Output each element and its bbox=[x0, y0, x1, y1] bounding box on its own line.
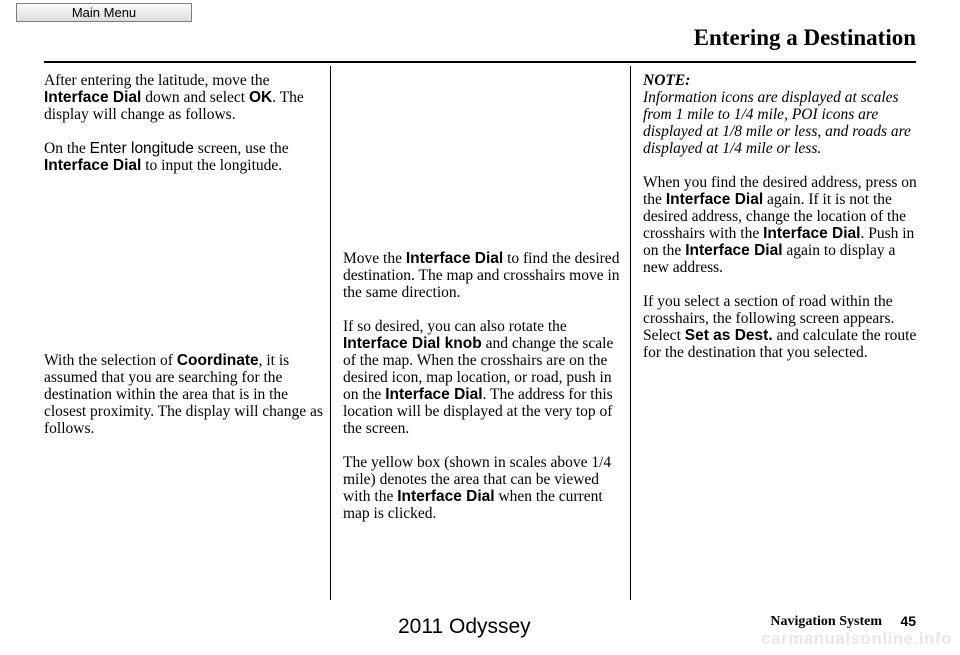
text: and change the scale of the map. When the crosshairs are on the desired icon, map location, or road, push in on the bbox=[343, 335, 614, 403]
column-right bbox=[643, 72, 921, 361]
ui-term-interface-dial-knob: Interface Dial knob bbox=[343, 335, 482, 352]
col1-paragraph-2 bbox=[44, 140, 324, 174]
text: again. If it is not the desired address, change the location of the crosshairs with the bbox=[643, 191, 906, 242]
ui-term-interface-dial: Interface Dial bbox=[665, 191, 764, 208]
text: down and select bbox=[141, 89, 249, 106]
text: Move the bbox=[343, 250, 406, 267]
col2-paragraph-1 bbox=[343, 250, 621, 301]
note-body: Information icons are displayed at scales from 1 mile to 1/4 mile, POI icons are displayed at 1/8 mile or less, and roads are displayed at 1/4 mile or less. bbox=[643, 89, 911, 157]
ui-term-interface-dial: Interface Dial bbox=[405, 250, 504, 267]
main-menu-button[interactable]: Main Menu bbox=[16, 3, 192, 22]
ui-term-interface-dial: Interface Dial bbox=[685, 242, 783, 259]
text: again to display a new address. bbox=[643, 242, 896, 276]
col1-paragraph-1 bbox=[44, 72, 324, 123]
col2-paragraph-2 bbox=[343, 318, 621, 437]
note-heading: NOTE: bbox=[643, 72, 691, 89]
title-rule bbox=[44, 61, 916, 63]
column-divider-right bbox=[630, 66, 631, 600]
note bbox=[643, 72, 921, 157]
model-watermark: 2011 Odyssey bbox=[398, 615, 531, 638]
ui-term-enter-longitude: Enter longitude bbox=[89, 140, 194, 157]
page-title: Entering a Destination bbox=[693, 25, 916, 50]
text: . The display will change as follows. bbox=[44, 89, 304, 123]
page-number: 45 bbox=[900, 613, 916, 629]
text: When you find the desired address, press on the bbox=[643, 174, 917, 208]
ui-term-set-as-dest: Set as Dest. bbox=[684, 327, 773, 344]
text: when the current map is clicked. bbox=[343, 488, 603, 522]
col1-paragraph-3 bbox=[44, 352, 324, 437]
col3-paragraph-2 bbox=[643, 293, 921, 361]
column-divider-left bbox=[330, 66, 331, 600]
text: If you select a section of road within the crosshairs, the following screen appears. Select bbox=[643, 293, 895, 344]
column-middle bbox=[343, 250, 621, 522]
col3-paragraph-1 bbox=[643, 174, 921, 276]
text: . Push in on the bbox=[643, 225, 915, 259]
text: With the selection of bbox=[44, 352, 177, 369]
footer-section-label: Navigation System bbox=[770, 614, 882, 629]
ui-term-coordinate: Coordinate bbox=[176, 352, 259, 369]
text: The yellow box (shown in scales above 1/4 mile) denotes the area that can be viewed with the bbox=[343, 454, 612, 505]
text: screen, use the bbox=[193, 140, 289, 157]
text: to input the longitude. bbox=[141, 157, 283, 174]
ui-term-interface-dial: Interface Dial bbox=[763, 225, 861, 242]
text: If so desired, you can also rotate the bbox=[343, 318, 567, 335]
ui-term-ok: OK bbox=[248, 89, 273, 106]
text: On the bbox=[44, 140, 90, 157]
text: After entering the latitude, move the bbox=[44, 72, 270, 89]
col2-paragraph-3 bbox=[343, 454, 621, 522]
column-left-lower bbox=[44, 352, 324, 437]
text: and calculate the route for the destination that you selected. bbox=[643, 327, 917, 361]
text: . The address for this location will be displayed at the very top of the screen. bbox=[343, 386, 613, 437]
ui-term-interface-dial: Interface Dial bbox=[385, 386, 483, 403]
text: to find the desired destination. The map and crosshairs move in the same direction. bbox=[343, 250, 620, 301]
ui-term-interface-dial: Interface Dial bbox=[397, 488, 495, 505]
ui-term-interface-dial: Interface Dial bbox=[44, 89, 142, 106]
site-watermark: carmanualsonline.info bbox=[761, 629, 952, 648]
text: , it is assumed that you are searching for the destination within the area that is in the closest proximity. The display will change as follows. bbox=[44, 352, 323, 437]
ui-term-interface-dial: Interface Dial bbox=[44, 157, 142, 174]
column-left bbox=[44, 72, 324, 174]
